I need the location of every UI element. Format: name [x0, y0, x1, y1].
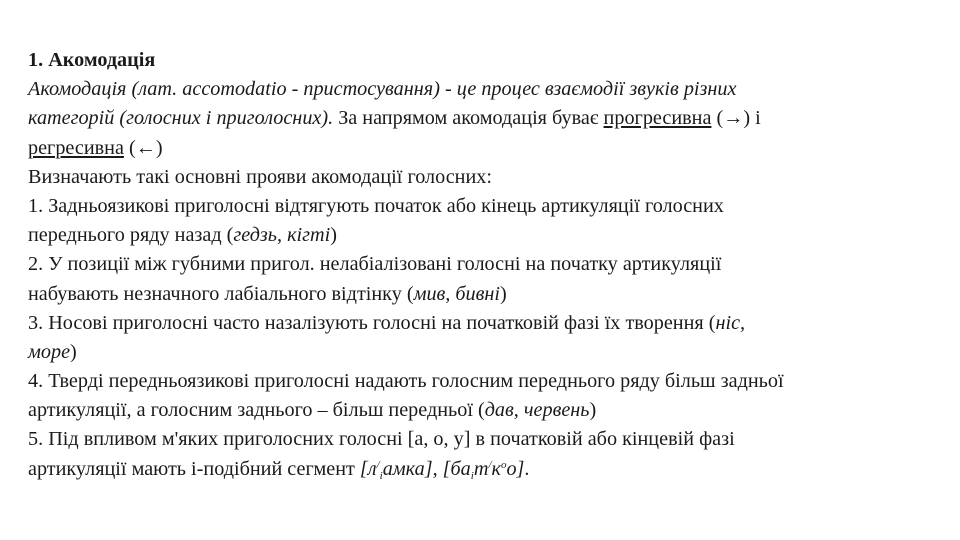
- item-2-line-1: 2. У позиції між губними пригол. нелабіалізовані голосні на початку артикуляції: [28, 253, 722, 276]
- progressive-arrow: (→) і: [711, 107, 761, 130]
- item-3-line-1: [28, 309, 940, 338]
- item-2-text: набувають незначного лабіального відтінку (: [28, 282, 414, 305]
- item-3-text: 3. Носові приголосні часто назалізують голосні на початковій фазі їх творення (: [28, 311, 716, 334]
- definition-direction-text: За напрямом акомодація буває: [333, 107, 604, 130]
- item-1-example: гедзь, кігті: [233, 224, 331, 247]
- item-3-close: ): [70, 340, 77, 363]
- item-1-close: ): [330, 224, 337, 247]
- item-5-line-1: 5. Під впливом м'яких приголосних голосні [а, о, у] в початковій або кінцевій фазі: [28, 428, 735, 451]
- item-1-line-2: [28, 221, 940, 250]
- definition-italic-2: категорій (голосних і приголосних).: [28, 107, 334, 130]
- item-4-close: ): [589, 399, 597, 422]
- item-1-line-1: 1. Задньоязикові приголосні відтягують початок або кінець артикуляції голосних: [28, 194, 724, 217]
- regressive-arrow: (←): [123, 136, 163, 159]
- definition-line-2: [28, 104, 940, 133]
- item-1-text: переднього ряду назад (: [28, 224, 234, 247]
- item-5-end: .: [524, 457, 530, 480]
- item-4-line-2: [28, 396, 940, 425]
- item-5-line-2: [28, 455, 940, 484]
- item-5-text: артикуляції мають і-подібний сегмент: [28, 457, 360, 480]
- item-5-transcription: $[л^/_іамка]$, $[ба_іт^/к^оо]$: [359, 457, 525, 482]
- item-2-example: мив, бивні: [413, 282, 501, 305]
- slide-content: [28, 46, 940, 484]
- term-progressive: прогресивна: [603, 107, 712, 130]
- item-4-text: артикуляції, а голосним заднього – більш передньої (: [28, 399, 485, 422]
- item-2-close: ): [500, 282, 507, 305]
- slide-title: 1. Акомодація: [28, 49, 156, 71]
- definition-line-1: [28, 75, 940, 104]
- term-regressive: регресивна: [28, 136, 124, 159]
- definition-line-3: [28, 134, 940, 163]
- intro-line: Визначають такі основні прояви акомодації голосних:: [28, 165, 492, 188]
- item-3-example-b: море: [28, 340, 71, 363]
- item-4-line-1: 4. Тверді передньоязикові приголосні надають голосним переднього ряду більш задньої: [28, 370, 784, 393]
- item-2-line-2: [28, 280, 940, 309]
- definition-italic-1: Акомодація (лат. accomodatio - пристосування) - це процес взаємодії звуків різних: [28, 78, 737, 101]
- item-4-example: дав, червень: [484, 399, 590, 422]
- item-3-example-a: ніс,: [715, 311, 746, 334]
- item-3-line-2: [28, 338, 940, 367]
